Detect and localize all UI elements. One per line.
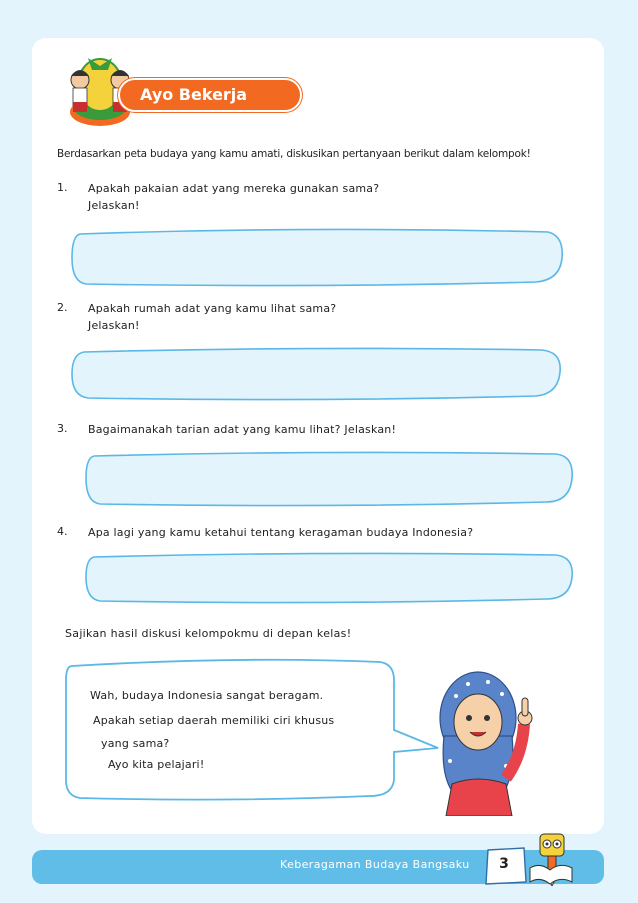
presentation-instruction: Sajikan hasil diskusi kelompokmu di depan kelas! [65, 627, 352, 640]
speech-line: Apakah setiap daerah memiliki ciri khusus [93, 714, 335, 727]
answer-box-2[interactable] [66, 344, 572, 404]
question-number: 4. [57, 525, 68, 538]
question-line: Apakah pakaian adat yang mereka gunakan sama? [88, 182, 380, 195]
question-text [88, 421, 396, 438]
speech-bubble [60, 652, 460, 804]
question-line: Jelaskan! [88, 199, 140, 212]
girl-character-icon [436, 666, 556, 816]
question-number: 1. [57, 181, 68, 194]
answer-box-4[interactable] [80, 549, 580, 607]
question-line: Apa lagi yang kamu ketahui tentang keragaman budaya Indonesia? [88, 526, 474, 539]
footer-title: Keberagaman Budaya Bangsaku [280, 858, 470, 871]
answer-box-1[interactable] [66, 226, 572, 290]
question-text [88, 300, 336, 334]
section-title-badge: Ayo Bekerja Sama [120, 80, 300, 110]
speech-line: yang sama? [101, 737, 170, 750]
question-number: 2. [57, 301, 68, 314]
page-number: 3 [499, 856, 509, 872]
answer-box-3[interactable] [80, 448, 580, 510]
question-number: 3. [57, 422, 68, 435]
question-line: Bagaimanakah tarian adat yang kamu lihat? Jelaskan! [88, 423, 397, 436]
question-line: Apakah rumah adat yang kamu lihat sama? [88, 302, 337, 315]
instruction-intro: Berdasarkan peta budaya yang kamu amati, diskusikan pertanyaan berikut dalam kelompok! [57, 148, 531, 160]
question-text [88, 524, 473, 541]
section-header [58, 50, 318, 135]
speech-line: Ayo kita pelajari! [108, 758, 205, 771]
book-mascot-icon [526, 828, 576, 886]
question-line: Jelaskan! [88, 319, 140, 332]
speech-line: Wah, budaya Indonesia sangat beragam. [90, 689, 324, 702]
question-text [88, 180, 379, 214]
